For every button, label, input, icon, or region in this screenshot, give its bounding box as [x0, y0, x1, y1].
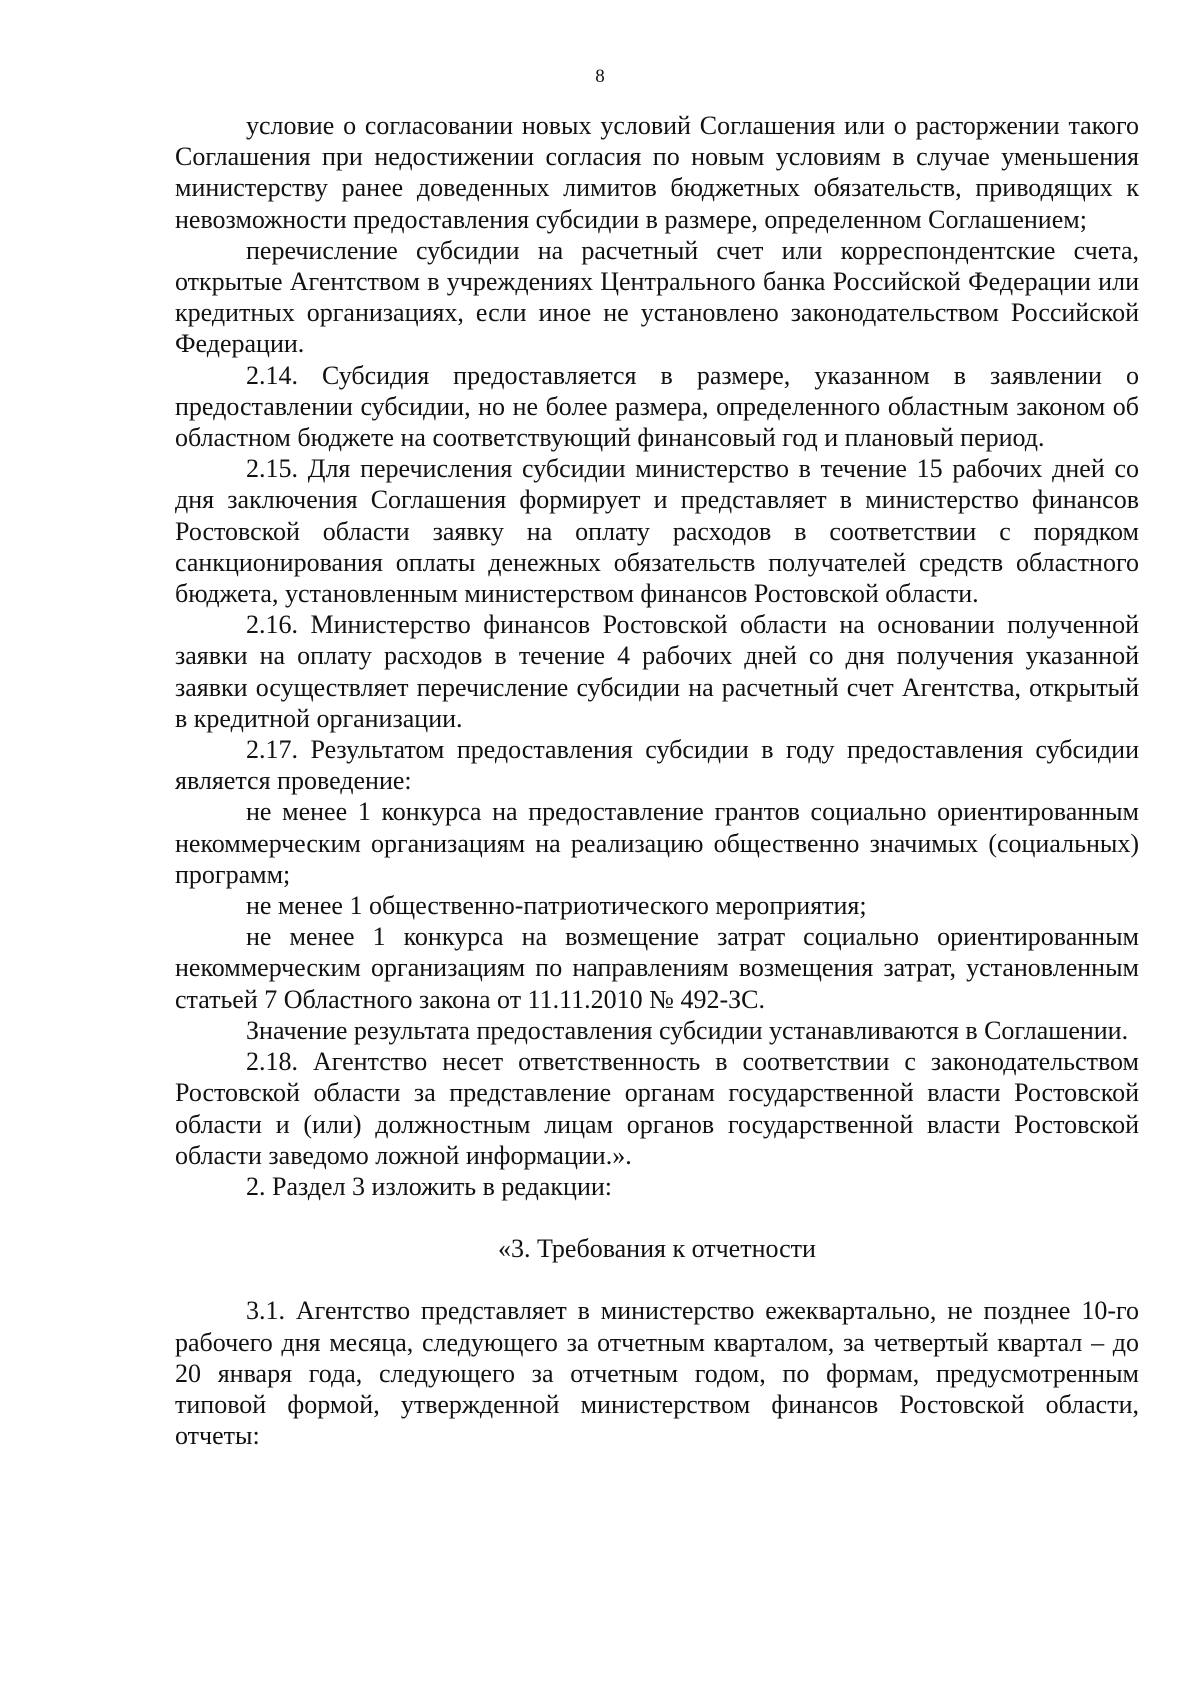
paragraph: 2.17. Результатом предоставления субсидии в году предоставления субсидии является проведение:: [175, 735, 1139, 796]
paragraph: 2.15. Для перечисления субсидии министерство в течение 15 рабочих дней со дня заключения Соглашения формирует и представляет в министерство финансов Ростовской области заявку на оплату расходов в соответствии с порядком санкционирования оплаты денежных обязательств получателей средств областного бюджета, установленным министерством финансов Ростовской области.: [175, 454, 1139, 609]
paragraph: 2.16. Министерство финансов Ростовской области на основании полученной заявки на оплату расходов в течение 4 рабочих дней со дня получения указанной заявки осуществляет перечисление субсидии на расчетный счет Агентства, открытый в кредитной организации.: [175, 610, 1139, 733]
document-body: [175, 110, 1139, 1451]
paragraph: 2.18. Агентство несет ответственность в соответствии с законодательством Ростовской области за представление органам государственной власти Ростовской области и (или) должностным лицам органов государственной власти Ростовской области заведомо ложной информации.».: [175, 1047, 1139, 1170]
paragraph: 2. Раздел 3 изложить в редакции:: [246, 1171, 612, 1201]
paragraph: условие о согласовании новых условий Соглашения или о расторжении такого Соглашения при недостижении согласия по новым условиям в случае уменьшения министерству ранее доведенных лимитов бюджетных обязательств, приводящих к невозможности предоставления субсидии в размере, определенном Соглашением;: [175, 111, 1139, 234]
page-number: 8: [595, 66, 605, 87]
paragraph: не менее 1 общественно-патриотического мероприятия;: [246, 891, 867, 921]
section-heading: «3. Требования к отчетности: [498, 1234, 816, 1264]
paragraph: перечисление субсидии на расчетный счет или корреспондентские счета, открытые Агентством в учреждениях Центрального банка Российской Федерации или кредитных организациях, если иное не установлено законодательством Российской Федерации.: [175, 235, 1139, 359]
paragraph: 3.1. Агентство представляет в министерство ежеквартально, не позднее 10-го рабочего дня месяца, следующего за отчетным кварталом, за четвертый квартал – до 20 января года, следующего за отчетным годом, по формам, предусмотренным типовой формой, утвержденной министерством финансов Ростовской области, отчеты:: [175, 1296, 1139, 1451]
paragraph: 2.14. Субсидия предоставляется в размере, указанном в заявлении о предоставлении субсидии, но не более размера, определенного областным законом об областном бюджете на соответствующий финансовый год и плановый период.: [175, 360, 1139, 453]
paragraph: не менее 1 конкурса на предоставление грантов социально ориентированным некоммерческим организациям на реализацию общественно значимых (социальных) программ;: [175, 797, 1139, 889]
paragraph: Значение результата предоставления субсидии устанавливаются в Соглашении.: [246, 1015, 1129, 1045]
paragraph: не менее 1 конкурса на возмещение затрат социально ориентированным некоммерческим организациям по направлениям возмещения затрат, установленным статьей 7 Областного закона от 11.11.2010 № 492-ЗС.: [175, 922, 1139, 1014]
